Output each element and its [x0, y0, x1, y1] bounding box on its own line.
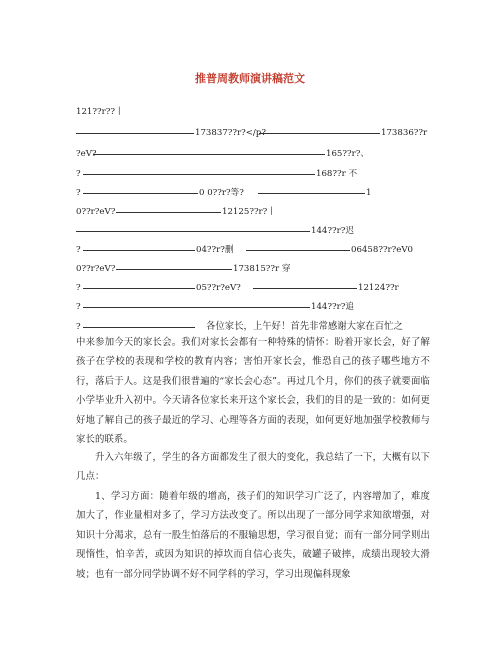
- garbled-line: [76, 126, 436, 140]
- garbled-text: 12125??r?丨: [222, 207, 276, 217]
- garbled-text: ?: [76, 322, 81, 332]
- rule-line: [76, 231, 310, 232]
- speech-paragraph: 中来参加今天的家长会。我们对家长会都有一种特殊的情怀：盼着开家长会，好了解孩子在学校的表现和学校的教育内容；害怕开家长会，惟恐自己的孩子哪些地方不行，落后于人。这是我们很普遍的“家长会心态”。再过几个月，你们的孩子就要面临小学毕业升入初中。今天请各位家长来开这个家长会，我们的目的是一致的：如何更好地了解自己的孩子最近的学习、心理等各方面的表现，如何更好地加强学校教师与家长的联系。: [76, 337, 430, 446]
- garbled-text: 04??r?删: [196, 245, 234, 255]
- rule-line: [83, 288, 195, 289]
- garbled-text: 12124??r: [358, 283, 399, 293]
- garbled-text: 165??r?、: [326, 149, 369, 159]
- garbled-text: ?: [76, 245, 81, 255]
- garbled-text: 06458??r?eV0: [351, 245, 414, 255]
- rule-line: [83, 193, 198, 194]
- garbled-text: 121??r??丨: [76, 107, 124, 117]
- garbled-text: ?: [76, 283, 81, 293]
- garbled-text: ?: [76, 188, 81, 198]
- garbled-line: [76, 205, 436, 219]
- garbled-line: [76, 105, 436, 119]
- rule-line: [116, 269, 232, 270]
- garbled-line: [76, 243, 436, 257]
- rule-line: [259, 133, 380, 134]
- garbled-text: 0??r?eV?: [76, 264, 116, 274]
- garbled-line: [76, 147, 436, 161]
- speech-opening: 各位家长，上午好！首先非常感谢大家在百忙之: [206, 321, 403, 332]
- garbled-text: 168??r 不: [316, 169, 358, 179]
- garbled-text: 173815??r 穿: [233, 264, 291, 274]
- garbled-text: ?eV?: [76, 149, 97, 159]
- rule-line: [83, 307, 310, 308]
- garbled-line: [76, 320, 436, 334]
- garbled-text: ?: [76, 169, 81, 179]
- rule-line: [253, 288, 357, 289]
- garbled-text: 0??r?eV?: [76, 207, 116, 217]
- garbled-text: 173837??r?</p?: [195, 128, 266, 138]
- speech-paragraph: 升入六年级了，学生的各方面都发生了很大的变化，我总结了一下，大概有以下几点：: [76, 452, 430, 483]
- rule-line: [116, 212, 221, 213]
- document-title: 推普周教师演讲稿范文: [195, 72, 305, 85]
- garbled-line: [76, 300, 436, 314]
- garbled-text: 05??r?eV?: [196, 283, 241, 293]
- garbled-text: 0 0??r?等?: [199, 188, 244, 198]
- garbled-text: 144??r?迟: [311, 226, 354, 236]
- garbled-text: ?: [76, 302, 81, 312]
- rule-line: [76, 133, 194, 134]
- garbled-line: [76, 224, 436, 238]
- rule-line: [83, 327, 195, 328]
- garbled-text: 173836??r: [381, 128, 428, 138]
- garbled-text: 1: [366, 188, 372, 198]
- garbled-text: 144??r?追: [311, 302, 354, 312]
- garbled-line: [76, 281, 436, 295]
- garbled-line: [76, 262, 436, 276]
- rule-line: [83, 250, 195, 251]
- rule-line: [83, 174, 315, 175]
- rule-line: [258, 193, 365, 194]
- garbled-line: [76, 186, 436, 200]
- garbled-line: [76, 167, 436, 181]
- rule-line: [93, 154, 325, 155]
- rule-line: [246, 250, 350, 251]
- speech-paragraph: 1、学习方面：随着年级的增高，孩子们的知识学习广泛了，内容增加了，难度加大了，作业量相对多了，学习方法改变了。所以出现了一部分同学求知欲增强，对知识十分渴求，总有一股生怕落后的不服输思想，学习很自觉；而有一部分同学则出现惰性，怕辛苦，或因为知识的掉坎而自信心丧失，破罐子破摔，成绩出现较大滑坡；也有一部分同学协调不好不同学科的学习，学习出现偏科现象: [76, 491, 430, 580]
